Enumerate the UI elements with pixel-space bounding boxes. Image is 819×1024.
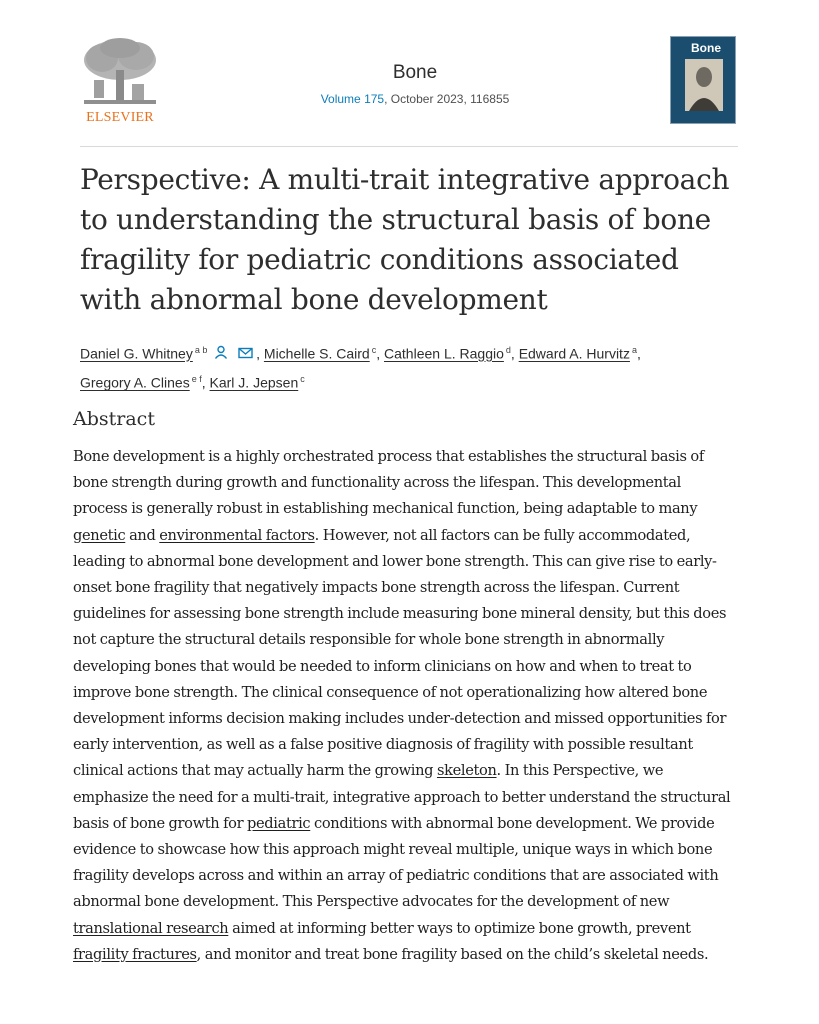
separator: , [636,345,641,362]
abstract-text-segment: . However, not all factors can be fully accommodated, leading to abnormal bone development and lower bone strength. This can give rise to early-onset bone fragility that negatively impacts bone strength across the lifespan. Current guidelines for assessing bone strength include measuring bone mineral density, but this does not capture the structural details responsible for whole bone strength in abnormally developing bones that would be needed to inform clinicians on how and when to treat to improve bone strength. The clinical consequence of not operationalizing how altered bone development informs decision making includes under-detection and missed opportunities for early intervention, as well as a false positive diagnosis of fragility with possible resultant clinical actions that may actually harm the growing [73,526,727,780]
article-title: Perspective: A multi-trait integrative approach to understanding the structural basis of bone fragility for pediatric conditions associated with abnormal bone development [80,163,730,316]
abstract-text-segment: aimed at informing better ways to optimize bone growth, prevent [228,919,691,937]
elsevier-tree-icon [80,36,160,108]
citation-date: , October 2023, 116855 [384,92,510,106]
topic-link-environmental-factors[interactable]: environmental factors [159,526,315,544]
abstract-text [73,444,735,968]
topic-link-fragility-fractures[interactable]: fragility fractures [73,945,197,963]
topic-link-pediatric[interactable]: pediatric [247,814,311,832]
elsevier-wordmark: ELSEVIER [86,110,154,125]
abstract-text-segment: and [125,526,160,544]
author-link[interactable]: Daniel G. Whitney [80,345,193,362]
abstract-text-segment: conditions with abnormal bone development. We provide evidence to showcase how this approach might reveal multiple, unique ways in which bone fragility develops across and within an array of pediatric conditions that are associated with abnormal bone development. This Perspective advocates for the development of new [73,814,719,911]
separator: , [256,345,264,362]
abstract-text-segment: , and monitor and treat bone fragility based on the child’s skeletal needs. [196,945,709,963]
author-affiliation[interactable]: a b [194,345,208,355]
cover-journal-title: Bone [691,41,721,55]
elsevier-logo[interactable] [80,36,160,128]
author-affiliation[interactable]: c [300,374,305,385]
volume-link[interactable]: Volume 175 [320,92,385,106]
author-link[interactable]: Cathleen L. Raggio [384,345,504,362]
author-affiliation[interactable]: e f [191,374,202,385]
author-link[interactable]: Edward A. Hurvitz [518,345,630,362]
separator: , [510,345,519,362]
journal-cover-image[interactable] [670,36,736,124]
cover-portrait-image [685,59,723,111]
portrait-icon [685,59,723,111]
author-list [80,338,740,396]
envelope-icon[interactable] [238,342,253,367]
citation-line [240,92,590,106]
topic-link-skeleton[interactable]: skeleton [436,762,497,780]
abstract-heading: Abstract [73,408,155,430]
author-link[interactable]: Karl J. Jepsen [209,375,299,392]
author-affiliation[interactable]: d [505,345,511,355]
separator: , [201,375,210,392]
abstract-text-segment: . In this Perspective, we emphasize the need for a multi-trait, integrative approach to better understand the structural basis of bone growth for [73,762,731,832]
author-link[interactable]: Michelle S. Caird [263,345,370,362]
article-header [80,34,738,147]
separator: , [376,345,385,362]
topic-link-translational-research[interactable]: translational research [73,919,229,937]
person-icon[interactable] [214,342,228,367]
author-link[interactable]: Gregory A. Clines [80,375,190,392]
abstract-text-segment: Bone development is a highly orchestrated process that establishes the structural basis of bone strength during growth and functionality across the lifespan. This developmental process is generally robust in establishing mechanical function, being adaptable to many [73,448,704,518]
journal-title-link[interactable]: Bone [392,62,438,83]
topic-link-genetic[interactable]: genetic [73,526,126,544]
author-affiliation[interactable]: a [631,345,637,355]
author-affiliation[interactable]: c [371,345,377,355]
